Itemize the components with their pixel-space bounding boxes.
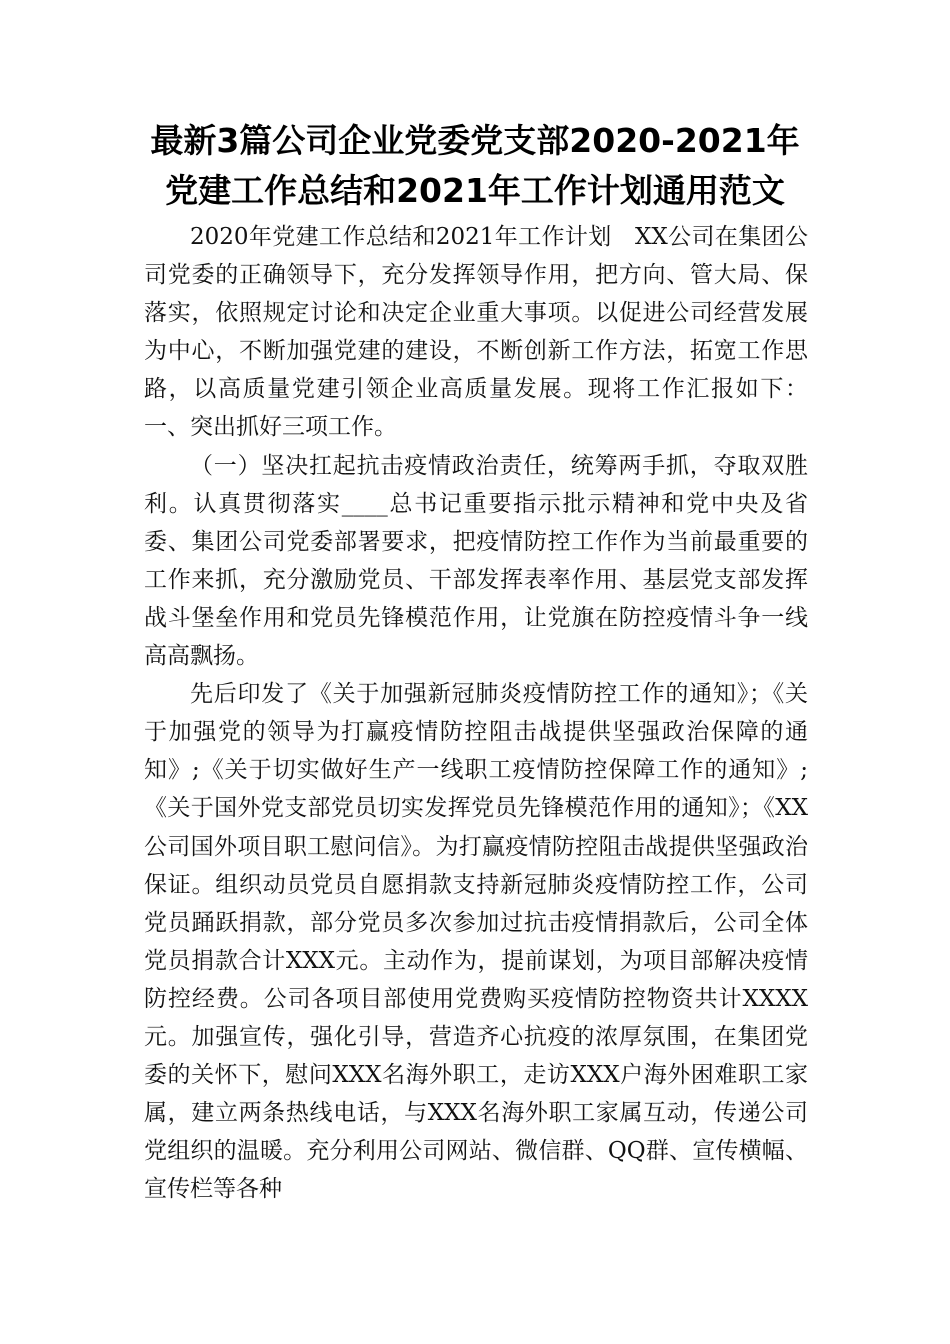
document-title-line-1: 最新3篇公司企业党委党支部2020-2021年 xyxy=(150,121,800,160)
body-paragraph-3: 先后印发了《关于加强新冠肺炎疫情防控工作的通知》；《关于加强党的领导为打赢疫情防控阻击战提供坚强政治保障的通知》;《关于切实做好生产一线职工疫情防控保障工作的通知》;《关于国外党支部党员切实发挥党员先锋模范作用的通知》；《XX公司国外项目职工慰问信》。为打赢疫情防控阻击战提供坚强政治保证。组织动员党员自愿捐款支持新冠肺炎疫情防控工作，公司党员踊跃捐款，部分党员多次参加过抗击疫情捐款后，公司全体党员捐款合计XXX元。主动作为，提前谋划，为项目部解决疫情防控经费。公司各项目部使用党费购买疫情防控物资共计XXXX元。加强宣传，强化引导，营造齐心抗疫的浓厚氛围，在集团党委的关怀下，慰问XXX名海外职工，走访XXX户海外困难职工家属，建立两条热线电话，与XXX名海外职工家属互动，传递公司党组织的温暖。充分利用公司网站、微信群、QQ群、宣传横幅、宣传栏等各种 xyxy=(144,681,808,1203)
body-paragraph-1: 2020年党建工作总结和2021年工作计划 XX公司在集团公司党委的正确领导下，充分发挥领导作用，把方向、管大局、保落实，依照规定讨论和决定企业重大事项。以促进公司经营发展为中心，不断加强党建的建设，不断创新工作方法，拓宽工作思路，以高质量党建引领企业高质量发展。现将工作汇报如下：一、突出抓好三项工作。 xyxy=(144,224,808,441)
document-title-line-2: 党建工作总结和2021年工作计划通用范文 xyxy=(165,171,785,210)
body-paragraph-2: （一）坚决扛起抗击疫情政治责任，统筹两手抓，夺取双胜利。认真贯彻落实____总书记重要指示批示精神和党中央及省委、集团公司党委部署要求，把疫情防控工作作为当前最重要的工作来抓，充分激励党员、干部发挥表率作用、基层党支部发挥战斗堡垒作用和党员先锋模范作用，让党旗在防控疫情斗争一线高高飘扬。 xyxy=(144,452,808,670)
document-body xyxy=(144,218,808,1208)
